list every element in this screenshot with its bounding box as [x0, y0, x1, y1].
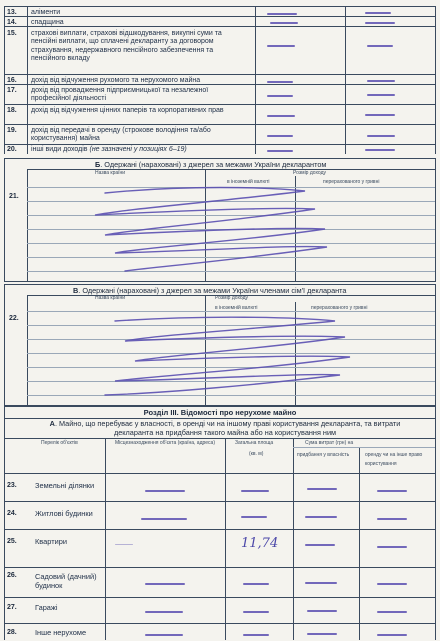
row-number: 25. — [7, 538, 17, 545]
table-row — [5, 84, 435, 105]
row-label: Інше нерухоме — [35, 628, 87, 637]
real-estate-table — [4, 406, 436, 640]
cancel-scribble — [75, 313, 365, 399]
row-label: інші види доходів (не зазначені у позиціях 6–19) — [31, 146, 187, 153]
cancel-scribble — [65, 181, 345, 275]
income-table-a — [4, 6, 436, 154]
table-row — [5, 529, 435, 568]
section-heading: Розділ ІІІ. Відомості про нерухоме майно — [143, 408, 297, 417]
col-country-header: Назва країни — [95, 295, 126, 301]
row-number: 23. — [7, 482, 17, 489]
table-row — [5, 473, 435, 502]
table-row — [5, 597, 435, 624]
table-row — [5, 567, 435, 598]
row-number: 22. — [9, 315, 19, 322]
area-value: 11,74 — [241, 536, 279, 551]
row-label: Гаражі — [35, 603, 58, 612]
table-row — [5, 26, 435, 75]
row-label: Житлові будинки — [35, 509, 93, 518]
col-foreign-header: в іноземній валюті — [227, 179, 270, 185]
row-number: 16. — [7, 77, 17, 84]
col-income-header: Розмір доходу — [215, 295, 249, 301]
col-location-header: Місцезнаходження об'єкта (країна, адреса) — [115, 440, 215, 446]
col-expense-header: Сума витрат (грн) на — [305, 440, 354, 446]
row-label: дохід від відчуження цінних паперів та корпоративних прав — [31, 107, 224, 114]
row-label: аліменти — [31, 9, 61, 16]
row-label: Садовий (дачний) будинок — [35, 572, 97, 590]
income-table-b — [4, 158, 436, 282]
row-number: 19. — [7, 127, 17, 134]
table-row — [5, 144, 435, 155]
col-purchase-header: придбання у власність — [297, 452, 350, 458]
row-number: 21. — [9, 193, 19, 200]
section-title: В. Одержані (нараховані) з джерел за межами України членами сім'ї декларанта — [73, 286, 347, 295]
col-rent-header: оренду чи на інше право користування — [365, 452, 423, 467]
col-country-header: Назва країни — [95, 170, 126, 176]
col-uah-header: перерахованого у гривні — [311, 305, 368, 311]
row-number: 24. — [7, 510, 17, 517]
row-label: Земельні ділянки — [35, 481, 95, 490]
row-number: 28. — [7, 629, 17, 636]
col-uah-header: перерахованого у гривні — [323, 179, 380, 185]
row-number: 14. — [7, 19, 17, 26]
row-number: 13. — [7, 9, 17, 16]
row-number: 26. — [7, 572, 17, 579]
table-row — [5, 501, 435, 530]
row-number: 17. — [7, 87, 17, 94]
row-number: 27. — [7, 604, 17, 611]
income-table-v — [4, 284, 436, 406]
row-label: Квартири — [35, 537, 67, 546]
row-label: дохід від передачі в оренду (строкове володіння та/або користування) майна — [31, 127, 211, 143]
row-label: спадщина — [31, 19, 64, 26]
col-area-unit: (кв. м) — [249, 451, 264, 457]
row-label: дохід від відчуження рухомого та нерухомого майна — [31, 77, 201, 84]
section-title: Б. Одержані (нараховані) з джерел за межами України декларантом — [95, 160, 327, 169]
row-label: дохід від провадження підприємницької та незалежної професійної діяльності — [31, 87, 209, 103]
row-label: страхові виплати, страхові відшкодування, викупні суми та пенсійні виплати, що сплачені декларанту за договором страхування, недержавного пенсійного забезпечення та пенсійного вкладу — [31, 30, 222, 62]
col-income-header: Розмір доходу — [293, 170, 327, 176]
col-area-header: Загальна площа — [235, 440, 274, 446]
row-number: 20. — [7, 146, 17, 153]
subsection-title: А. Майно, що перебуває у власності, в оренді чи на іншому праві користування декларанта, та витрати декларанта на придбання такого майна або на користування ним — [49, 419, 401, 437]
row-number: 15. — [7, 30, 17, 37]
col-object-header: Перелік об'єктів — [41, 440, 78, 446]
row-number: 18. — [7, 107, 17, 114]
col-foreign-header: в іноземній валюті — [215, 305, 258, 311]
table-row — [5, 104, 435, 125]
table-row — [5, 124, 435, 145]
table-row — [5, 623, 435, 641]
